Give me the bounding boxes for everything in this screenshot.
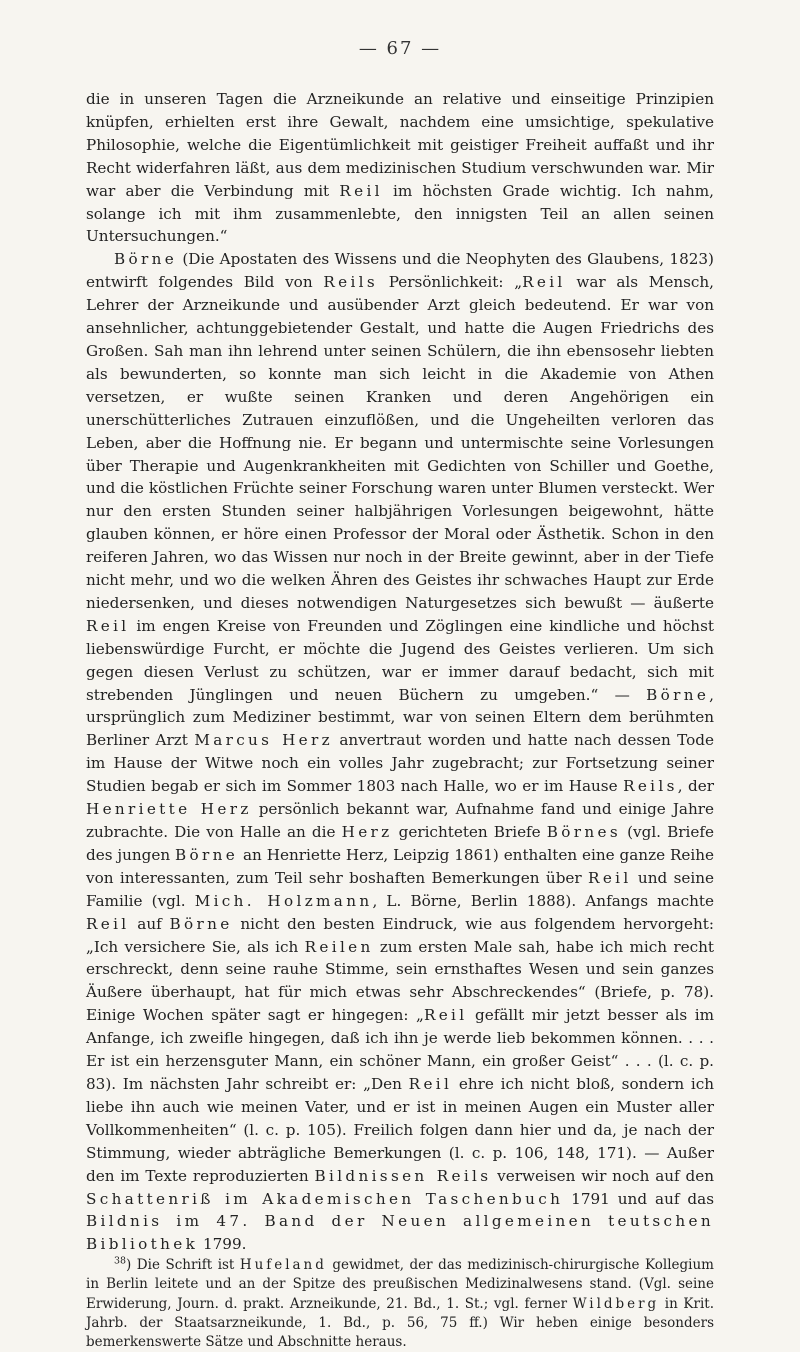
person-name: Reilen bbox=[304, 937, 374, 956]
page-body bbox=[86, 88, 714, 1352]
person-name: Börne bbox=[169, 914, 233, 933]
person-name: Reil bbox=[522, 273, 566, 292]
person-name: Reil bbox=[86, 914, 130, 933]
person-name: Hufeland bbox=[239, 1257, 327, 1274]
person-name: Börnes bbox=[546, 823, 621, 841]
person-name: Börne bbox=[114, 250, 178, 269]
paragraph-continuation: die in unseren Tagen die Arzneikunde an relative und einseitige Prinzipien knüpfen, erhielten erst ihre Gewalt, nachdem eine umsichtige, spekulative Philosophie, welche die Eigentümlichkeit mit geistiger Freiheit auffaßt und ihr Recht widerfahren läßt, aus dem medizinischen Studium verschwunden war. Mir war aber die Verbindung mit Reil im höchsten Grade wichtig. Ich nahm, solange ich mit ihm zusammenlebte, den innigsten Teil an allen seinen Untersuchungen.“ bbox=[86, 90, 714, 246]
person-name: Reil bbox=[423, 1006, 468, 1025]
person-name: Reil bbox=[86, 616, 130, 635]
emphasized-text: Bildnis im 47. Band der Neuen allgemeinen teutschen Bibliothek bbox=[86, 1212, 714, 1254]
footnote-mark: 38 bbox=[114, 1255, 127, 1267]
person-name: Reils bbox=[623, 777, 678, 796]
person-name: Henriette Herz bbox=[86, 800, 252, 819]
paragraph-boerne: Börne (Die Apostaten des Wissens und die Neophyten des Glaubens, 1823) entwirft folgendes Bild von Reils Persönlichkeit: „Reil war als Mensch, Lehrer der Arzneikunde und ausübender Arzt gleich bedeutend. Er war von ansehnlicher, achtunggebietender Gestalt, und hatte die Augen Friedrichs des Großen. Sah man ihn lehrend unter seinen Schülern, die ihn ebensosehr liebten als bewunderten, so konnte man sich leicht in die Akademie von Athen versetzen, er wußte seinen Kranken und deren Angehörigen ein unerschütterliches Zutrauen einzuflößen, und die Ungeheilten verloren das Leben, aber die Hoffnung nie. Er begann und untermischte seine Vorlesungen über Therapie und Augenkrankheiten mit Gedichten von Schiller und Goethe, und die köstlichen Früchte seiner Forschung waren unter Blumen versteckt. Wer nur den ersten Stunden seiner halbjährigen Vorlesungen beigewohnt, hätte glauben können, er höre einen Professor der Moral oder Ästhetik. Schon in den reiferen Jahren, wo das Wissen nur noch in der Breite gewinnt, aber in der Tiefe nicht mehr, und wo die welken Ähren des Geistes ihr schwaches Haupt zur Erde niedersenken, und dieses notwendigen Naturgesetzes sich bewußt — äußerte Reil im engen Kreise von Freunden und Zöglingen eine kindliche und höchst liebenswürdige Furcht, er möchte die Jugend des Geistes verlieren. Um sich gegen diesen Verlust zu schützen, war er immer darauf bedacht, sich mit strebenden Jünglingen und neuen Büchern zu umgeben.“ — Börne, ursprünglich zum Mediziner bestimmt, war von seinen Eltern dem berühmten Berliner Arzt Marcus Herz anvertraut worden und hatte nach dessen Tode im Hause der Witwe noch ein volles Jahr zugebracht; zur Fortsetzung seiner Studien begab er sich im Sommer 1803 nach Halle, wo er im Hause Reils, der Henriette Herz persönlich bekannt war, Aufnahme fand und einige Jahre zubrachte. Die von Halle an die Herz gerichteten Briefe Börnes (vgl. Briefe des jungen Börne an Henriette Herz, Leipzig 1861) enthalten eine ganze Reihe von interessanten, zum Teil sehr boshaften Bemerkungen über Reil und seine Familie (vgl. Mich. Holzmann, L. Börne, Berlin 1888). Anfangs machte Reil auf Börne nicht den besten Eindruck, wie aus folgendem hervorgeht: „Ich versichere Sie, als ich Reilen zum ersten Male sah, habe ich mich recht erschreckt, denn seine rauhe Stimme, sein ernsthaftes Wesen und sein ganzes Äußere überhaupt, hat für mich etwas sehr Abschreckendes“ (Briefe, p. 78). Einige Wochen später sagt er hingegen: „Reil gefällt mir jetzt besser als im Anfange, ich zweifle hingegen, daß ich ihn je werde lieb bekommen können. . . . Er ist ein herzensguter Mann, ein schöner Mann, ein großer Geist“ . . . (l. c. p. 83). Im nächsten Jahr schreibt er: „Den Reil ehre ich nicht bloß, sondern ich liebe ihn auch wie meinen Vater, und er ist in meinen Augen ein Muster aller Vollkommenheiten“ (l. c. p. 105). Freilich folgen dann hier und da, je nach der Stimmung, wieder abträgliche Bemerkungen (l. c. p. 106, 148, 171). — Außer den im Texte reproduzierten Bildnissen Reils verweisen wir noch auf den Schattenriß im Akademischen Taschenbuch 1791 und auf das Bildnis im 47. Band der Neuen allgemeinen teutschen Bibliothek 1799. bbox=[86, 250, 715, 1254]
person-name: Marcus Herz bbox=[194, 731, 333, 750]
person-name: Reil bbox=[588, 868, 632, 887]
person-name: Wildberg bbox=[572, 1295, 660, 1312]
person-name: Reils bbox=[323, 273, 378, 292]
person-name: Herz bbox=[341, 823, 393, 841]
emphasized-text: Bildnissen Reils bbox=[314, 1166, 492, 1185]
person-name: Reil bbox=[339, 181, 383, 200]
emphasized-text: Schattenriß im Akademischen Taschenbuch bbox=[86, 1189, 564, 1208]
person-name: Reil bbox=[408, 1074, 453, 1093]
person-name: Mich. Holzmann bbox=[194, 891, 373, 910]
footnote: $^{38}$) Die Schrift ist Hufeland gewidmet, der das medizinisch-chirurgische Kollegium in Berlin leitete und an der Spitze des preußischen Medizinalwesens stand. (Vgl. seine Erwiderung, Journ. d. prakt. Arzneikunde, 21. Bd., 1. St.; vgl. ferner Wildberg in Krit. Jahrb. der Staatsarzneikunde, 1. Bd., p. 56, 75 ff.) Wir heben einige besonders bemerkenswerte Sätze und Abschnitte heraus. bbox=[86, 1255, 715, 1351]
person-name: Börne bbox=[175, 845, 239, 864]
person-name: Börne bbox=[646, 685, 710, 704]
page-number: — 67 — bbox=[358, 38, 442, 59]
